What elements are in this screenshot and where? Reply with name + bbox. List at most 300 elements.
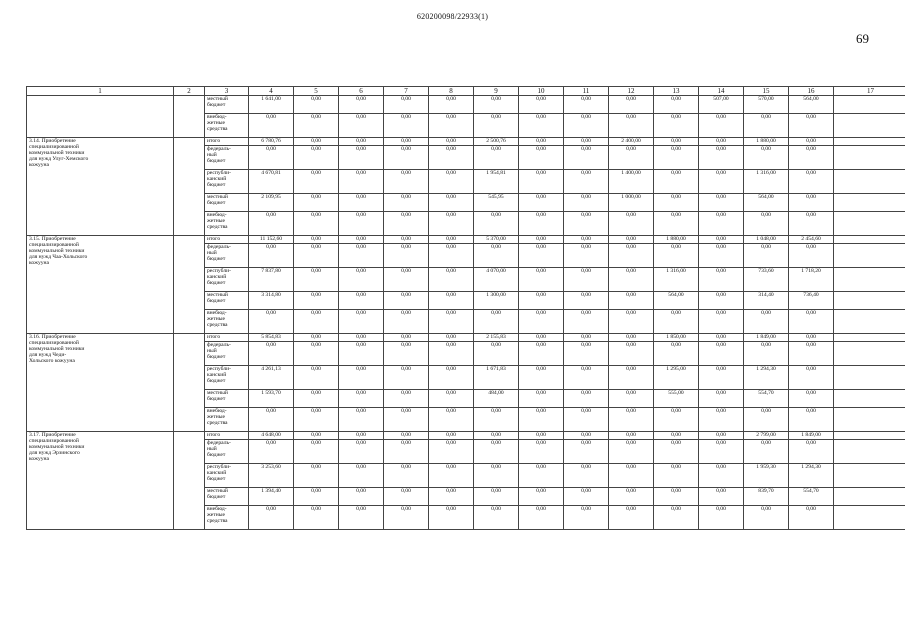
value-cell: 0,00 [384, 138, 429, 146]
column-2-cell [174, 96, 205, 138]
cell-line: для нужд Эрзинского [29, 450, 80, 456]
value-cell: 0,00 [609, 244, 654, 268]
value-cell: 0,00 [519, 342, 564, 366]
value-cell: 0,00 [744, 310, 789, 334]
value-cell: 0,00 [339, 146, 384, 170]
value-cell: 0,00 [789, 440, 834, 464]
cell-line: коммунальной техники [29, 444, 85, 450]
value-cell: 0,00 [339, 408, 384, 432]
value-cell: 0,00 [474, 96, 519, 114]
value-cell: 314,40 [744, 292, 789, 310]
value-cell: 7 837,80 [249, 268, 294, 292]
column-17-cell [834, 114, 905, 138]
cell-line: местный [207, 96, 228, 102]
column-17-cell [834, 268, 905, 292]
value-cell: 545,95 [474, 194, 519, 212]
value-cell: 0,00 [519, 114, 564, 138]
column-17-cell [834, 408, 905, 432]
value-cell: 0,00 [519, 390, 564, 408]
value-cell: 0,00 [699, 342, 744, 366]
value-cell: 0,00 [519, 432, 564, 440]
cell-line: бюджет [207, 396, 226, 402]
cell-line: бюджет [207, 452, 226, 458]
funding-source [205, 488, 249, 506]
cell-line: канский [207, 372, 227, 378]
cell-line: средства [207, 322, 228, 328]
value-cell: 0,00 [339, 244, 384, 268]
column-header-15: 15 [744, 87, 789, 96]
cell-line: коммунальной техники [29, 150, 85, 156]
cell-line: для нужд Улуг-Хемского [29, 156, 89, 162]
value-cell: 0,00 [519, 146, 564, 170]
value-cell: 0,00 [294, 244, 339, 268]
funding-source [205, 170, 249, 194]
value-cell: 0,00 [249, 146, 294, 170]
value-cell: 0,00 [294, 366, 339, 390]
funding-source [205, 342, 249, 366]
value-cell: 0,00 [294, 212, 339, 236]
document-id: 620200098/22933(1) [416, 12, 489, 21]
funding-source [205, 114, 249, 138]
value-cell: 0,00 [294, 96, 339, 114]
table-row [27, 236, 905, 244]
value-cell: 0,00 [744, 212, 789, 236]
value-cell: 0,00 [564, 292, 609, 310]
value-cell: 0,00 [699, 506, 744, 530]
value-cell: 1 400,00 [609, 170, 654, 194]
value-cell: 1 394,40 [249, 488, 294, 506]
cell-line: внебюд- [207, 310, 227, 316]
value-cell: 0,00 [294, 488, 339, 506]
value-cell: 0,00 [609, 342, 654, 366]
column-17-cell [834, 146, 905, 170]
cell-line: внебюд- [207, 506, 227, 512]
value-cell: 0,00 [519, 464, 564, 488]
value-cell: 0,00 [564, 506, 609, 530]
funding-source [205, 440, 249, 464]
value-cell: 0,00 [474, 342, 519, 366]
value-cell: 0,00 [339, 96, 384, 114]
value-cell: 0,00 [339, 268, 384, 292]
value-cell: 0,00 [789, 408, 834, 432]
value-cell: 0,00 [654, 146, 699, 170]
cell-line: жетные [207, 512, 225, 518]
cell-line: Хольского кожууна [29, 358, 75, 364]
value-cell: 0,00 [744, 342, 789, 366]
value-cell: 0,00 [564, 464, 609, 488]
value-cell: 0,00 [564, 114, 609, 138]
value-cell: 0,00 [249, 506, 294, 530]
column-17-cell [834, 334, 905, 342]
value-cell: 0,00 [339, 432, 384, 440]
value-cell: 0,00 [699, 292, 744, 310]
column-header-11: 11 [564, 87, 609, 96]
value-cell: 0,00 [519, 236, 564, 244]
value-cell: 0,00 [429, 236, 474, 244]
funding-source [205, 366, 249, 390]
cell-line: специализированной [29, 340, 79, 346]
cell-line: бюджет [207, 182, 226, 188]
cell-line: федераль- [207, 440, 231, 446]
value-cell: 0,00 [564, 236, 609, 244]
value-cell: 0,00 [609, 488, 654, 506]
value-cell: 0,00 [519, 96, 564, 114]
value-cell: 0,00 [609, 292, 654, 310]
value-cell: 0,00 [609, 390, 654, 408]
value-cell: 0,00 [699, 390, 744, 408]
value-cell: 0,00 [429, 390, 474, 408]
value-cell: 0,00 [609, 212, 654, 236]
value-cell: 0,00 [339, 342, 384, 366]
value-cell: 0,00 [564, 440, 609, 464]
value-cell: 0,00 [564, 96, 609, 114]
value-cell: 0,00 [339, 506, 384, 530]
value-cell: 0,00 [519, 506, 564, 530]
value-cell: 2 109,95 [249, 194, 294, 212]
value-cell: 0,00 [519, 170, 564, 194]
cell-line: итого [207, 432, 221, 438]
value-cell: 0,00 [564, 212, 609, 236]
value-cell: 0,00 [429, 244, 474, 268]
value-cell: 0,00 [429, 342, 474, 366]
value-cell: 0,00 [429, 114, 474, 138]
value-cell: 0,00 [654, 244, 699, 268]
value-cell: 0,00 [654, 464, 699, 488]
value-cell: 554,70 [789, 488, 834, 506]
column-2-cell [174, 236, 205, 334]
value-cell: 0,00 [474, 310, 519, 334]
value-cell: 4 261,13 [249, 366, 294, 390]
value-cell: 0,00 [609, 408, 654, 432]
value-cell: 0,00 [654, 408, 699, 432]
value-cell: 0,00 [339, 464, 384, 488]
value-cell: 0,00 [609, 236, 654, 244]
value-cell: 0,00 [699, 366, 744, 390]
value-cell: 1 000,00 [609, 194, 654, 212]
value-cell: 1 316,00 [654, 268, 699, 292]
value-cell: 0,00 [564, 334, 609, 342]
value-cell: 0,00 [744, 440, 789, 464]
value-cell: 1 048,00 [744, 236, 789, 244]
value-cell: 0,00 [249, 342, 294, 366]
value-cell: 0,00 [609, 114, 654, 138]
value-cell: 0,00 [699, 194, 744, 212]
value-cell: 0,00 [474, 488, 519, 506]
cell-line: бюджет [207, 280, 226, 286]
value-cell: 0,00 [294, 408, 339, 432]
cell-line: жетные [207, 218, 225, 224]
cell-line: 3.15. Приобретение [29, 236, 76, 242]
value-cell: 2 500,76 [474, 138, 519, 146]
value-cell: 3 253,60 [249, 464, 294, 488]
value-cell: 0,00 [429, 146, 474, 170]
value-cell: 0,00 [519, 194, 564, 212]
value-cell: 0,00 [519, 292, 564, 310]
value-cell: 0,00 [384, 390, 429, 408]
cell-line: жетные [207, 120, 225, 126]
value-cell: 0,00 [609, 366, 654, 390]
value-cell: 6 780,76 [249, 138, 294, 146]
funding-source [205, 432, 249, 440]
cell-line: федераль- [207, 342, 231, 348]
column-17-cell [834, 170, 905, 194]
value-cell: 0,00 [699, 334, 744, 342]
value-cell: 0,00 [744, 114, 789, 138]
value-cell: 1 718,20 [789, 268, 834, 292]
cell-line: бюджет [207, 158, 226, 164]
table-row [27, 334, 905, 342]
funding-source [205, 138, 249, 146]
value-cell: 0,00 [384, 170, 429, 194]
value-cell: 0,00 [564, 194, 609, 212]
value-cell: 0,00 [384, 292, 429, 310]
value-cell: 0,00 [474, 432, 519, 440]
cell-line: ный [207, 250, 217, 256]
column-17-cell [834, 506, 905, 530]
value-cell: 0,00 [654, 310, 699, 334]
value-cell: 0,00 [744, 408, 789, 432]
value-cell: 0,00 [429, 440, 474, 464]
cell-line: специализированной [29, 438, 79, 444]
value-cell: 0,00 [519, 310, 564, 334]
cell-line: бюджет [207, 494, 226, 500]
value-cell: 0,00 [429, 464, 474, 488]
value-cell: 0,00 [294, 146, 339, 170]
cell-line: итого [207, 138, 221, 144]
value-cell: 0,00 [699, 268, 744, 292]
value-cell: 1 295,00 [654, 366, 699, 390]
cell-line: специализированной [29, 144, 79, 150]
value-cell: 0,00 [474, 440, 519, 464]
value-cell: 0,00 [249, 212, 294, 236]
value-cell: 0,00 [384, 432, 429, 440]
value-cell: 0,00 [519, 268, 564, 292]
value-cell: 0,00 [294, 464, 339, 488]
value-cell: 1 850,00 [654, 334, 699, 342]
value-cell: 0,00 [744, 506, 789, 530]
value-cell: 0,00 [609, 506, 654, 530]
value-cell: 0,00 [699, 310, 744, 334]
value-cell: 0,00 [474, 114, 519, 138]
value-cell: 0,00 [339, 334, 384, 342]
funding-source [205, 236, 249, 244]
value-cell: 0,00 [294, 194, 339, 212]
column-header-10: 10 [519, 87, 564, 96]
value-cell: 0,00 [699, 138, 744, 146]
funding-source [205, 212, 249, 236]
value-cell: 0,00 [429, 194, 474, 212]
value-cell: 0,00 [474, 408, 519, 432]
value-cell: 0,00 [609, 334, 654, 342]
value-cell: 564,00 [654, 292, 699, 310]
cell-line: бюджет [207, 102, 226, 108]
cell-line: республи- [207, 464, 231, 470]
value-cell: 0,00 [474, 146, 519, 170]
value-cell: 4 670,81 [249, 170, 294, 194]
cell-line: местный [207, 194, 228, 200]
value-cell: 0,00 [609, 432, 654, 440]
value-cell: 11 152,60 [249, 236, 294, 244]
value-cell: 0,00 [744, 146, 789, 170]
value-cell: 0,00 [339, 390, 384, 408]
value-cell: 0,00 [294, 342, 339, 366]
column-2-cell [174, 432, 205, 530]
column-17-cell [834, 96, 905, 114]
value-cell: 554,70 [744, 390, 789, 408]
column-header-12: 12 [609, 87, 654, 96]
cell-line: канский [207, 470, 227, 476]
header-row [27, 87, 905, 96]
cell-line: местный [207, 292, 228, 298]
value-cell: 0,00 [789, 334, 834, 342]
value-cell: 0,00 [429, 212, 474, 236]
cell-line: местный [207, 390, 228, 396]
column-header-8: 8 [429, 87, 474, 96]
value-cell: 1 593,70 [249, 390, 294, 408]
value-cell: 0,00 [609, 146, 654, 170]
activity-name [27, 236, 174, 334]
value-cell: 0,00 [249, 310, 294, 334]
cell-line: бюджет [207, 476, 226, 482]
value-cell: 0,00 [789, 138, 834, 146]
cell-line: для нужд Чеди- [29, 352, 67, 358]
value-cell: 0,00 [654, 440, 699, 464]
value-cell: 0,00 [429, 506, 474, 530]
value-cell: 1 316,00 [744, 170, 789, 194]
value-cell: 0,00 [474, 464, 519, 488]
value-cell: 0,00 [699, 114, 744, 138]
cell-line: местный [207, 488, 228, 494]
value-cell: 0,00 [294, 506, 339, 530]
value-cell: 0,00 [789, 342, 834, 366]
value-cell: 0,00 [384, 212, 429, 236]
value-cell: 0,00 [384, 194, 429, 212]
value-cell: 0,00 [294, 138, 339, 146]
value-cell: 0,00 [294, 432, 339, 440]
value-cell: 0,00 [654, 96, 699, 114]
value-cell: 0,00 [429, 138, 474, 146]
value-cell: 0,00 [654, 342, 699, 366]
cell-line: жетные [207, 414, 225, 420]
value-cell: 1 641,00 [249, 96, 294, 114]
funding-source [205, 390, 249, 408]
value-cell: 0,00 [564, 408, 609, 432]
funding-source [205, 506, 249, 530]
value-cell: 0,00 [699, 244, 744, 268]
cell-line: итого [207, 334, 221, 340]
value-cell: 0,00 [654, 114, 699, 138]
cell-line: средства [207, 518, 228, 524]
funding-source [205, 408, 249, 432]
value-cell: 0,00 [654, 432, 699, 440]
value-cell: 0,00 [294, 170, 339, 194]
column-header-3: 3 [205, 87, 249, 96]
value-cell: 1 849,00 [789, 432, 834, 440]
value-cell: 507,00 [699, 96, 744, 114]
value-cell: 0,00 [789, 244, 834, 268]
value-cell: 555,00 [654, 390, 699, 408]
column-17-cell [834, 390, 905, 408]
cell-line: жетные [207, 316, 225, 322]
value-cell: 0,00 [339, 194, 384, 212]
cell-line: кожууна [29, 162, 50, 168]
value-cell: 0,00 [294, 268, 339, 292]
column-header-14: 14 [699, 87, 744, 96]
value-cell: 0,00 [384, 408, 429, 432]
cell-line: специализированной [29, 242, 79, 248]
cell-line: бюджет [207, 378, 226, 384]
value-cell: 564,00 [744, 194, 789, 212]
value-cell: 3 314,80 [249, 292, 294, 310]
value-cell: 0,00 [249, 408, 294, 432]
value-cell: 0,00 [564, 366, 609, 390]
value-cell: 0,00 [564, 268, 609, 292]
value-cell: 0,00 [429, 268, 474, 292]
value-cell: 1 954,81 [474, 170, 519, 194]
column-17-cell [834, 310, 905, 334]
cell-line: федераль- [207, 146, 231, 152]
column-header-13: 13 [654, 87, 699, 96]
value-cell: 0,00 [789, 390, 834, 408]
value-cell: 5 370,00 [474, 236, 519, 244]
cell-line: внебюд- [207, 408, 227, 414]
cell-line: бюджет [207, 298, 226, 304]
column-17-cell [834, 138, 905, 146]
column-header-2: 2 [174, 87, 205, 96]
value-cell: 0,00 [339, 488, 384, 506]
column-header-9: 9 [474, 87, 519, 96]
cell-line: канский [207, 274, 227, 280]
cell-line: кожууна [29, 260, 50, 266]
value-cell: 0,00 [429, 292, 474, 310]
value-cell: 0,00 [339, 138, 384, 146]
column-17-cell [834, 440, 905, 464]
value-cell: 0,00 [654, 170, 699, 194]
value-cell: 1 671,83 [474, 366, 519, 390]
column-header-1: 1 [27, 87, 174, 96]
cell-line: ный [207, 152, 217, 158]
value-cell: 0,00 [519, 440, 564, 464]
value-cell: 2 400,00 [609, 138, 654, 146]
table-row [27, 96, 905, 114]
value-cell: 0,00 [654, 138, 699, 146]
value-cell: 0,00 [609, 268, 654, 292]
value-cell: 0,00 [519, 366, 564, 390]
column-17-cell [834, 464, 905, 488]
cell-line: внебюд- [207, 212, 227, 218]
value-cell: 0,00 [294, 236, 339, 244]
cell-line: бюджет [207, 200, 226, 206]
value-cell: 0,00 [564, 432, 609, 440]
value-cell: 0,00 [564, 390, 609, 408]
value-cell: 0,00 [429, 334, 474, 342]
cell-line: средства [207, 224, 228, 230]
value-cell: 0,00 [429, 170, 474, 194]
value-cell: 0,00 [339, 440, 384, 464]
value-cell: 733,60 [744, 268, 789, 292]
value-cell: 0,00 [384, 342, 429, 366]
value-cell: 0,00 [429, 488, 474, 506]
column-header-7: 7 [384, 87, 429, 96]
cell-line: кожууна [29, 456, 50, 462]
value-cell: 2 454,60 [789, 236, 834, 244]
value-cell: 0,00 [429, 310, 474, 334]
value-cell: 0,00 [384, 114, 429, 138]
value-cell: 570,00 [744, 96, 789, 114]
value-cell: 0,00 [699, 146, 744, 170]
value-cell: 0,00 [609, 464, 654, 488]
value-cell: 1 880,00 [654, 236, 699, 244]
